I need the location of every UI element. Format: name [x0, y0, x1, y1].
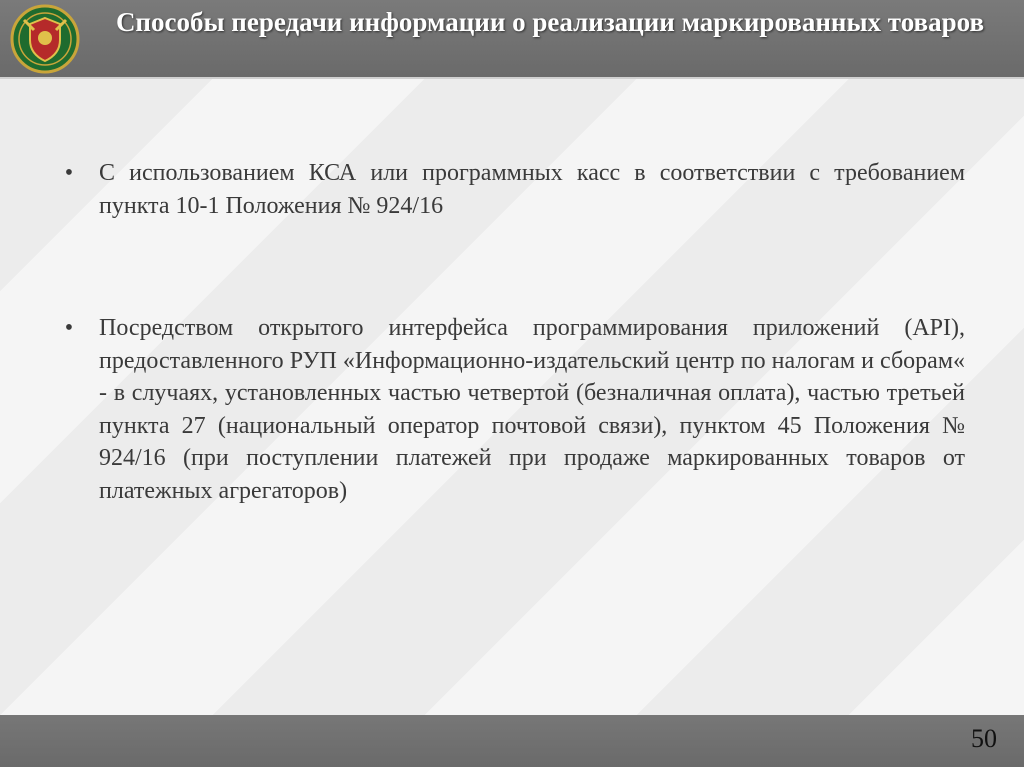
bullet-text: С использованием КСА или программных касс в соответствии с требованием пункта 10-1 Положения № 924/16 — [99, 160, 965, 219]
list-item — [64, 157, 965, 222]
footer-bar — [0, 715, 1024, 767]
page-title: Способы передачи информации о реализации маркированных товаров — [115, 7, 985, 37]
slide-content — [0, 77, 1024, 717]
header-bar — [0, 0, 1024, 77]
shield-emblem-icon — [10, 4, 80, 74]
bullet-marker: • — [64, 160, 74, 186]
list-item — [64, 312, 965, 507]
slide-number: 50 — [971, 724, 997, 753]
bullet-text: Посредством открытого интерфейса программирования приложений (API), предоставленного РУП «Информационно-издательский центр по налогам и сборам« - в случаях, установленных частью четвертой (безналичная оплата), частью третьей пункта 27 (национальный оператор почтовой связи), пунктом 45 Положения № 924/16 (при поступлении платежей при продаже маркированных товаров от платежных агрегаторов) — [99, 315, 965, 504]
bullet-marker: • — [64, 315, 74, 341]
